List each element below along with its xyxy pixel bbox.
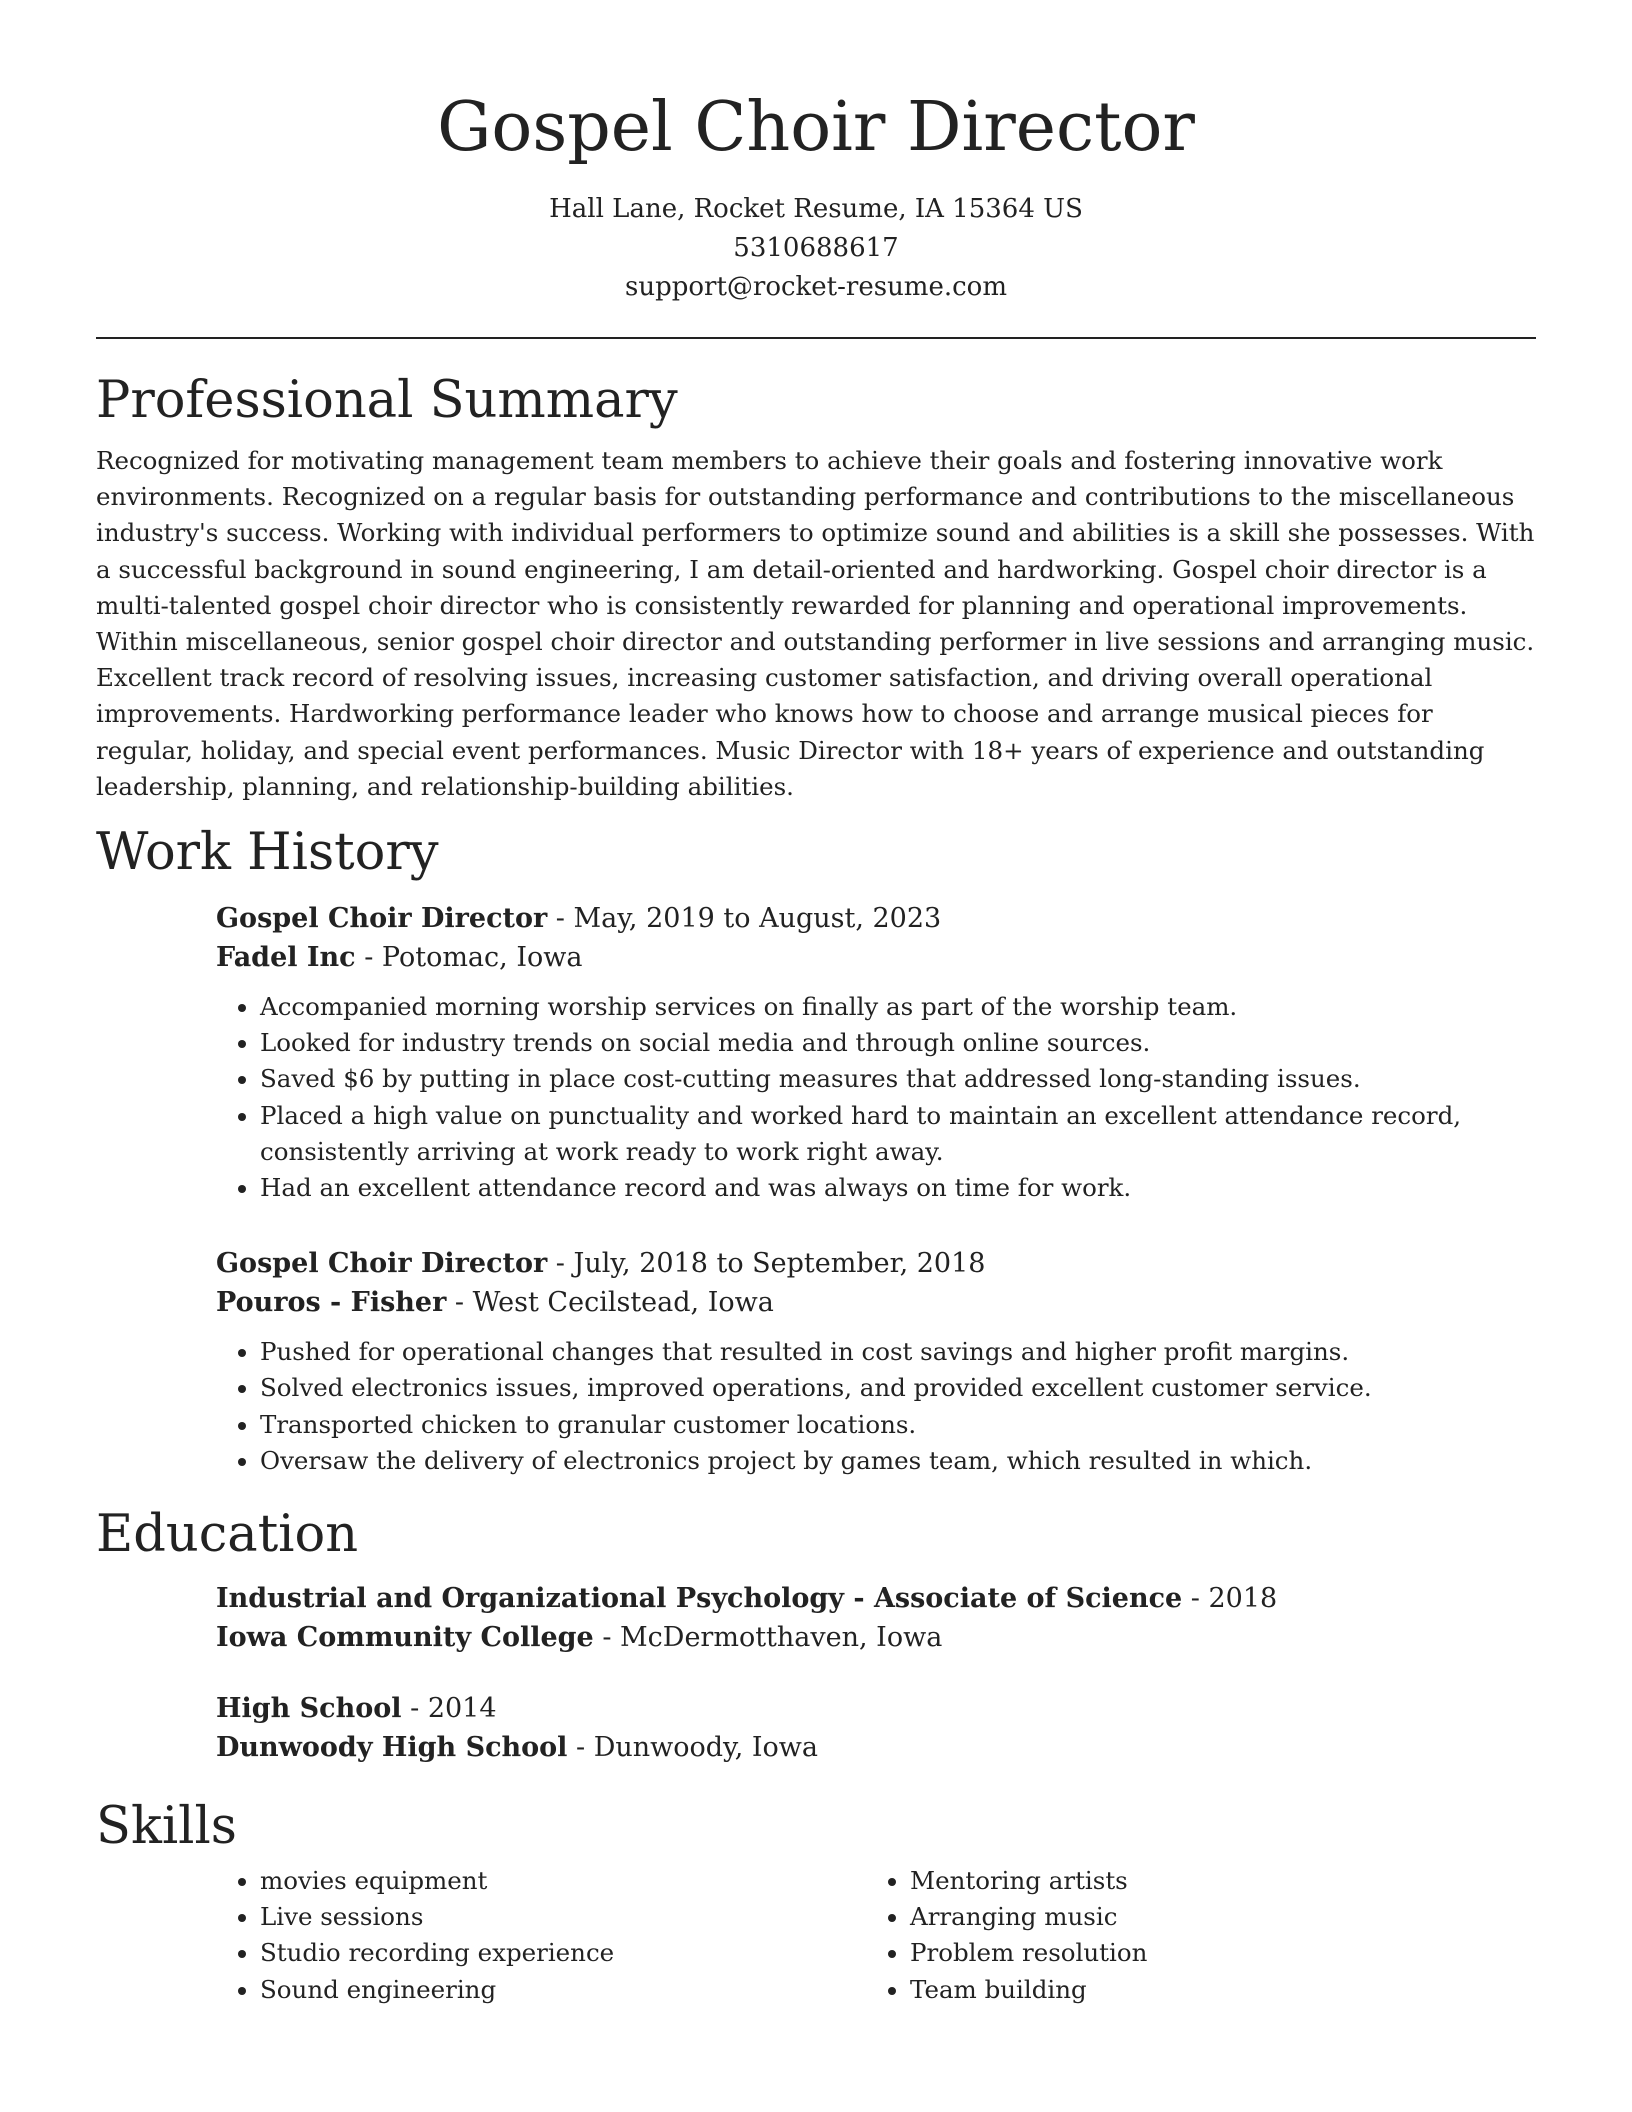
education-school: Dunwoody High School <box>216 1732 568 1764</box>
job-location: - West Cecilstead, Iowa <box>446 1287 774 1319</box>
section-title-work: Work History <box>96 823 439 883</box>
section-title-education: Education <box>96 1505 359 1565</box>
education-year: - 2014 <box>401 1693 497 1725</box>
job-bullet: • Transported chicken to granular customer locations. <box>260 1407 1536 1443</box>
job-entry <box>216 899 1536 1206</box>
job-bullet: • Had an excellent attendance record and was always on time for work. <box>260 1170 1536 1206</box>
job-dates: - May, 2019 to August, 2023 <box>547 903 942 935</box>
job-entry <box>216 1244 1536 1479</box>
skills-section <box>96 1795 1536 2008</box>
skill-item: • Team building <box>910 1972 1516 2008</box>
job-company-line <box>216 1283 1536 1322</box>
job-role: Gospel Choir Director <box>216 1248 548 1280</box>
skill-item: • movies equipment <box>260 1863 866 1899</box>
job-bullet: • Placed a high value on punctuality and worked hard to maintain an excellent attendance record, consistently arriving at work ready to work right away. <box>260 1098 1536 1170</box>
candidate-name: Gospel Choir Director <box>437 88 1195 167</box>
job-bullet: • Pushed for operational changes that resulted in cost savings and higher profit margins. <box>260 1334 1536 1370</box>
job-bullet: • Accompanied morning worship services on finally as part of the worship team. <box>260 989 1536 1025</box>
job-dates: - July, 2018 to September, 2018 <box>547 1248 986 1280</box>
education-degree-line <box>216 1689 1536 1728</box>
job-company: Pouros - Fisher <box>216 1287 447 1319</box>
contact-address: Hall Lane, Rocket Resume, IA 15364 US <box>549 194 1083 224</box>
skills-column-left <box>216 1863 866 2008</box>
skills-grid <box>216 1863 1536 2008</box>
work-history-section <box>96 821 1536 1479</box>
summary-text: Recognized for motivating management team members to achieve their goals and fostering innovative work environments. Recognized on a regular basis for outstanding performance and contributions to the miscellaneous industry's success. Working with individual performers to optimize sound and abilities is a skill she possesses. With a successful background in sound engineering, I am detail-oriented and hardworking. Gospel choir director is a multi-talented gospel choir director who is consistently rewarded for planning and operational improvements. Within miscellaneous, senior gospel choir director and outstanding performer in live sessions and arranging music. Excellent track record of resolving issues, increasing customer satisfaction, and driving overall operational improvements. Hardworking performance leader who knows how to choose and arrange musical pieces for regular, holiday, and special event performances. Music Director with 18+ years of experience and outstanding leadership, planning, and relationship-building abilities. <box>96 446 1535 801</box>
contact-block <box>96 190 1536 307</box>
education-location: - Dunwoody, Iowa <box>567 1732 819 1764</box>
resume-header <box>96 0 1536 339</box>
job-location: - Potomac, Iowa <box>355 942 583 974</box>
job-title-line <box>216 1244 1536 1283</box>
job-role: Gospel Choir Director <box>216 903 548 935</box>
education-degree: High School <box>216 1693 402 1725</box>
skill-item: • Sound engineering <box>260 1972 866 2008</box>
job-bullet: • Oversaw the delivery of electronics project by games team, which resulted in which. <box>260 1443 1536 1479</box>
education-section <box>96 1503 1536 1767</box>
skill-item: • Problem resolution <box>910 1935 1516 1971</box>
contact-phone: 5310688617 <box>733 233 899 263</box>
job-bullet: • Looked for industry trends on social media and through online sources. <box>260 1025 1536 1061</box>
education-school-line <box>216 1728 1536 1767</box>
section-title-summary: Professional Summary <box>96 371 678 430</box>
education-degree: Industrial and Organizational Psychology - Associate of Science <box>216 1583 1183 1615</box>
contact-email: support@rocket-resume.com <box>624 272 1007 302</box>
header-divider <box>96 337 1536 339</box>
job-bullet: • Saved $6 by putting in place cost-cutting measures that addressed long-standing issues. <box>260 1061 1536 1097</box>
job-title-line <box>216 899 1536 938</box>
education-degree-line <box>216 1579 1536 1618</box>
education-school-line <box>216 1618 1536 1657</box>
professional-summary-section <box>96 369 1536 805</box>
skill-item: • Studio recording experience <box>260 1935 866 1971</box>
job-bullets <box>216 989 1536 1206</box>
skills-column-right <box>866 1863 1516 2008</box>
education-year: - 2018 <box>1182 1583 1278 1615</box>
skill-item: • Arranging music <box>910 1899 1516 1935</box>
job-company-line <box>216 938 1536 977</box>
section-title-skills: Skills <box>96 1797 237 1857</box>
job-company: Fadel Inc <box>216 942 356 974</box>
skill-item: • Live sessions <box>260 1899 866 1935</box>
job-bullet: • Solved electronics issues, improved operations, and provided excellent customer service. <box>260 1370 1536 1406</box>
education-location: - McDermotthaven, Iowa <box>593 1622 943 1654</box>
education-school: Iowa Community College <box>216 1622 594 1654</box>
education-entry <box>216 1689 1536 1767</box>
education-entry <box>216 1579 1536 1657</box>
job-bullets <box>216 1334 1536 1479</box>
skill-item: • Mentoring artists <box>910 1863 1516 1899</box>
